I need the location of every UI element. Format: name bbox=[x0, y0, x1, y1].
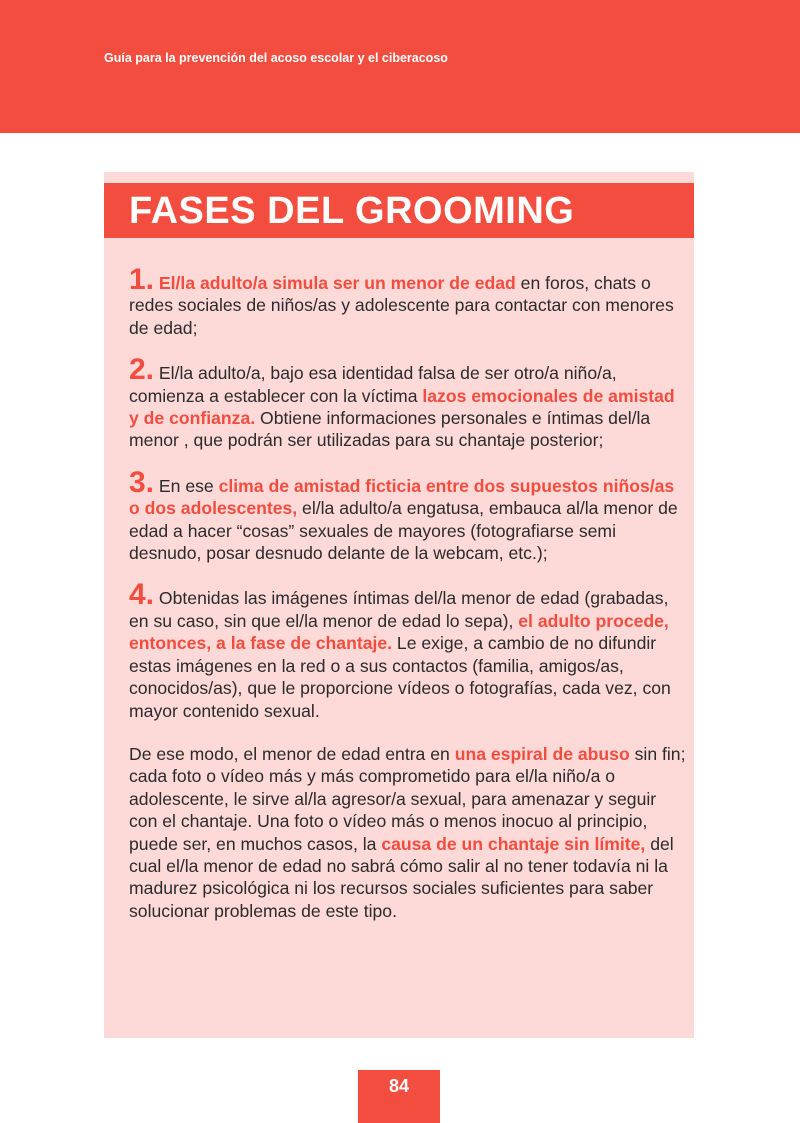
page-header bbox=[0, 0, 800, 133]
section-title-bar bbox=[104, 183, 694, 238]
phase-number: 3. bbox=[129, 465, 155, 499]
section-title: FASES DEL GROOMING bbox=[129, 190, 575, 232]
body-text: Obtenidas las imágenes íntimas del/la menor de edad (grabadas, en su caso, sin que el/la menor de edad lo sepa), bbox=[129, 588, 669, 631]
body-text: En ese bbox=[158, 475, 219, 496]
guide-title: Guía para la prevención del acoso escolar y el ciberacoso bbox=[104, 51, 448, 65]
phase-number: 2. bbox=[129, 353, 155, 387]
body-text: el/la adulto/a engatusa, embauca al/la menor de edad a hacer “cosas” sexuales de mayores (fotografiarse semi desnudo, posar desnudo delante de la webcam, etc.); bbox=[129, 498, 678, 564]
phase-item-1 bbox=[129, 263, 689, 339]
page-number: 84 bbox=[358, 1070, 440, 1123]
section-content bbox=[129, 263, 689, 943]
highlight-text: causa de un chantaje sin límite, bbox=[381, 833, 646, 854]
highlight-text: clima de amistad ficticia entre dos supuestos niños/as o dos adolescentes, bbox=[129, 475, 675, 519]
body-text: en foros, chats o redes sociales de niños/as y adolescente para contactar con menores de edad; bbox=[129, 273, 674, 338]
highlight-text: lazos emocionales de amistad y de confianza. bbox=[129, 385, 675, 429]
highlight-text: El/la adulto/a simula ser un menor de edad bbox=[158, 273, 516, 293]
body-text: De ese modo, el menor de edad entra en bbox=[129, 743, 455, 764]
phase-item-2 bbox=[129, 353, 689, 452]
grooming-phases-box bbox=[104, 172, 694, 1038]
phase-item-3 bbox=[129, 465, 689, 565]
highlight-text: el adulto procede, entonces, a la fase de chantaje. bbox=[129, 610, 669, 654]
body-text: Obtiene informaciones personales e íntimas del/la menor , que podrán ser utilizadas para su chantaje posterior; bbox=[129, 408, 651, 451]
phase-number: 1. bbox=[129, 263, 155, 296]
highlight-text: una espiral de abuso bbox=[454, 743, 630, 764]
closing-paragraph bbox=[129, 743, 689, 922]
phase-item-4 bbox=[129, 578, 689, 721]
phase-number: 4. bbox=[129, 578, 155, 612]
body-text: sin fin; cada foto o vídeo más y más comprometido para el/la niño/a o adolescente, le sirve al/la agresor/a sexual, para amenazar y seguir con el chantaje. Una foto o vídeo más o menos inocuo al principio, puede ser, en muchos casos, la bbox=[129, 743, 686, 854]
body-text: del cual el/la menor de edad no sabrá cómo salir al no tener todavía ni la madurez psicológica ni los recursos sociales suficientes para saber solucionar problemas de este tipo. bbox=[129, 833, 674, 921]
body-text: El/la adulto/a, bajo esa identidad falsa de ser otro/a niño/a, comienza a establecer con la víctima bbox=[129, 363, 617, 406]
body-text: Le exige, a cambio de no difundir estas imágenes en la red o a sus contactos (familia, amigos/as, conocidos/as), que le proporcione vídeos o fotografías, cada vez, con mayor contenido sexual. bbox=[129, 633, 671, 721]
